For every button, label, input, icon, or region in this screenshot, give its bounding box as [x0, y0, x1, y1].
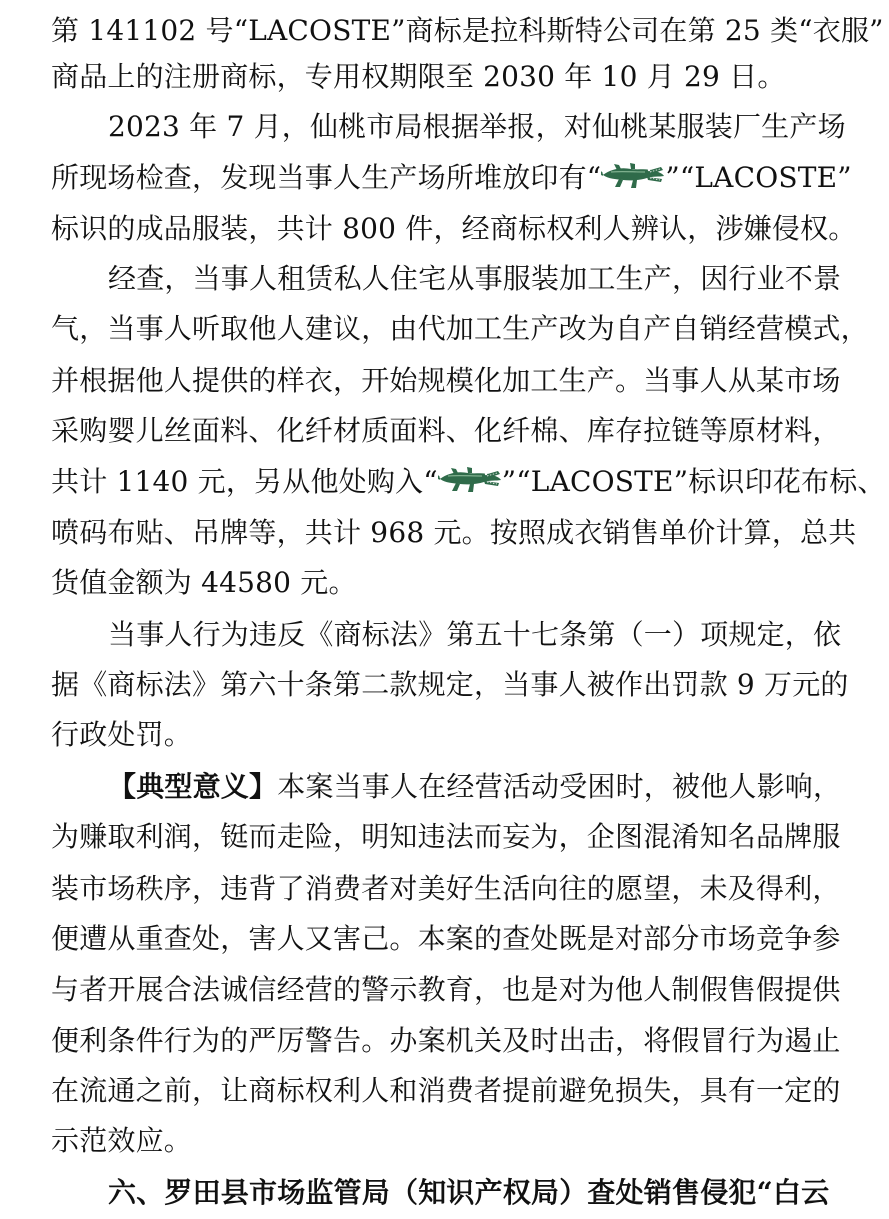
text-line-with-logo [51, 152, 852, 204]
text-line: 示范效应。 [51, 1124, 193, 1157]
text-line: 第 141102 号“LACOSTE”商标是拉科斯特公司在第 25 类“衣服” [51, 14, 884, 47]
text-segment: ”“LACOSTE” [665, 161, 852, 194]
text-line: 装市场秩序，违背了消费者对美好生活向往的愿望，未及得利， [51, 872, 841, 905]
text-line: 当事人行为违反《商标法》第五十七条第（一）项规定，依 [108, 618, 842, 651]
text-line: 行政处罚。 [51, 718, 193, 751]
text-line: 便利条件行为的严厉警告。办案机关及时出击，将假冒行为遏止 [51, 1024, 841, 1057]
text-line: 并根据他人提供的样衣，开始规模化加工生产。当事人从某市场 [51, 364, 841, 397]
text-line [108, 761, 841, 813]
text-line: 在流通之前，让商标权利人和消费者提前避免损失，具有一定的 [51, 1074, 841, 1107]
text-line: 与者开展合法诚信经营的警示教育，也是对为他人制假售假提供 [51, 973, 841, 1006]
text-line: 为赚取利润，铤而走险，明知违法而妄为，企图混淆知名品牌服 [51, 820, 841, 853]
crocodile-logo-icon [601, 159, 665, 193]
text-segment: 本案当事人在经营活动受困时，被他人影响， [277, 770, 842, 803]
text-line: 货值金额为 44580 元。 [51, 566, 357, 599]
text-segment: ”“LACOSTE”标识印花布标、 [501, 465, 886, 498]
text-line: 商品上的注册商标，专用权期限至 2030 年 10 月 29 日。 [51, 60, 786, 93]
text-line-with-logo [51, 456, 886, 508]
text-line: 喷码布贴、吊牌等，共计 968 元。按照成衣销售单价计算，总共 [51, 516, 857, 549]
text-line: 据《商标法》第六十条第二款规定，当事人被作出罚款 9 万元的 [51, 668, 849, 701]
section-heading: 六、罗田县市场监管局（知识产权局）查处销售侵犯“白云 [108, 1176, 830, 1209]
text-line: 经查，当事人租赁私人住宅从事服装加工生产，因行业不景 [108, 262, 842, 295]
text-line: 2023 年 7 月，仙桃市局根据举报，对仙桃某服装厂生产场 [108, 110, 846, 143]
section-heading-label: 【典型意义】 [108, 770, 278, 803]
text-segment: 共计 1140 元，另从他处购入“ [51, 465, 438, 498]
text-line: 采购婴儿丝面料、化纤材质面料、化纤棉、库存拉链等原材料， [51, 414, 841, 447]
text-line: 标识的成品服装，共计 800 件，经商标权利人辨认，涉嫌侵权。 [51, 212, 857, 245]
text-line: 便遭从重查处，害人又害己。本案的查处既是对部分市场竞争参 [51, 922, 841, 955]
text-segment: 所现场检查，发现当事人生产场所堆放印有“ [51, 161, 602, 194]
text-line: 气，当事人听取他人建议，由代加工生产改为自产自销经营模式， [51, 312, 869, 345]
crocodile-logo-icon [438, 463, 502, 497]
